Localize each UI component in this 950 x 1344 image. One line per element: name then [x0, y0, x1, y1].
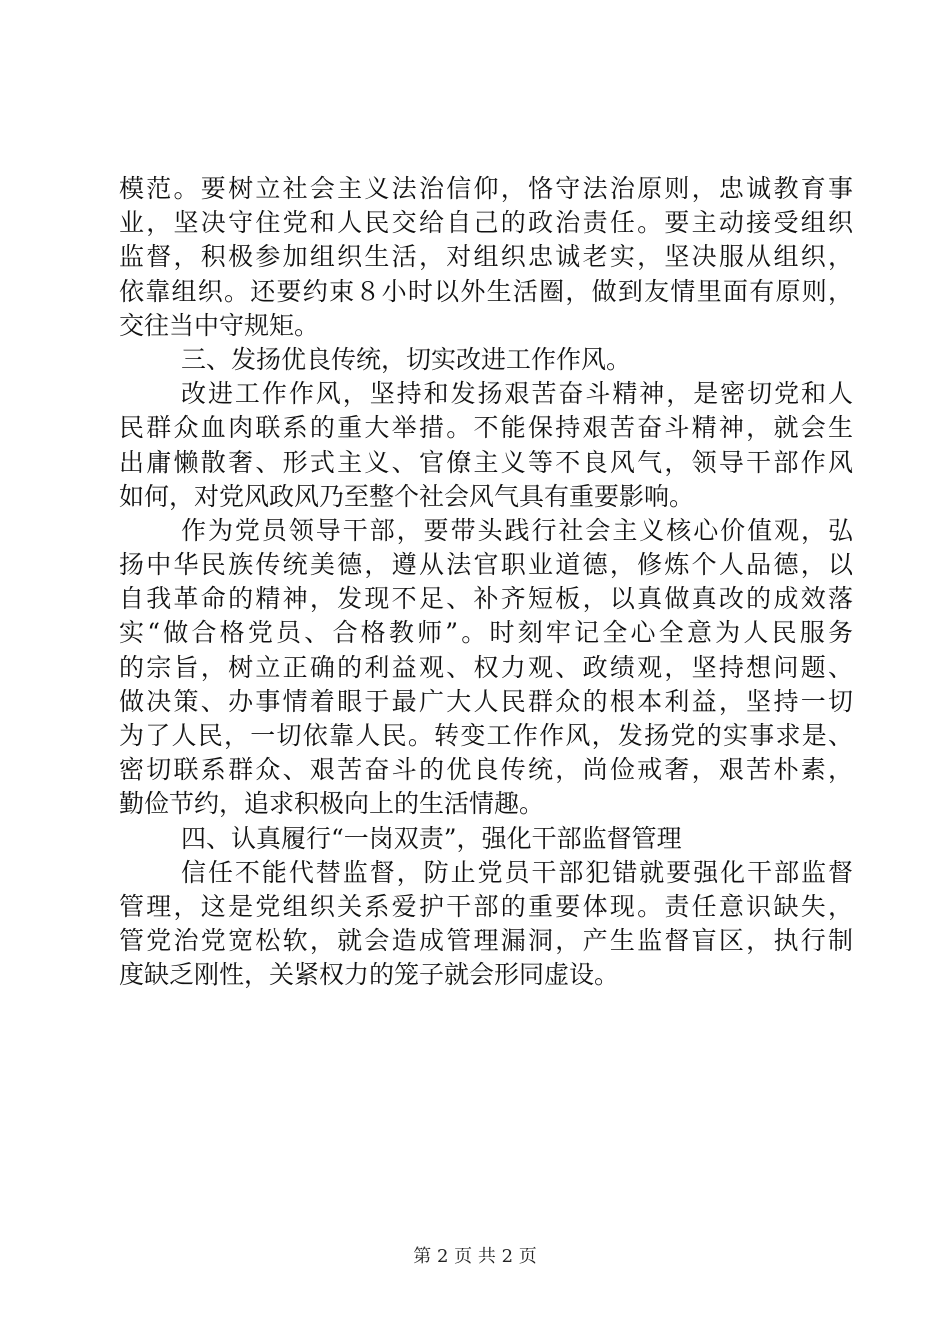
paragraph	[119, 514, 853, 822]
text-line: 做决策、办事情着眼于最广大人民群众的根本利益，坚持一切	[119, 686, 853, 716]
document-body	[119, 172, 853, 993]
text-line: 管党治党宽松软，就会造成管理漏洞，产生监督盲区，执行制	[119, 926, 853, 956]
section-heading-3	[119, 343, 853, 377]
text-line: 扬中华民族传统美德，遵从法官职业道德，修炼个人品德，以	[119, 550, 853, 580]
text-line: 勤俭节约，追求积极向上的生活情趣。	[119, 789, 545, 819]
text-line: 为了人民，一切依靠人民。转变工作作风，发扬党的实事求是、	[119, 721, 853, 750]
text-line: 民群众血肉联系的重大举措。不能保持艰苦奋斗精神，就会生	[119, 413, 853, 443]
text-line: 实“做合格党员、合格教师”。时刻牢记全心全意为人民服务	[119, 618, 853, 648]
page-number-label: 第 2 页 共 2 页	[413, 1246, 537, 1267]
text-line: 密切联系群众、艰苦奋斗的优良传统，尚俭戒奢，艰苦朴素，	[119, 755, 853, 785]
text-line: 出庸懒散奢、形式主义、官僚主义等不良风气，领导干部作风	[119, 447, 853, 477]
heading-text: 三、发扬优良传统，切实改进工作作风。	[181, 344, 632, 374]
section-heading-4	[119, 822, 853, 856]
text-line: 改进工作作风，坚持和发扬艰苦奋斗精神，是密切党和人	[181, 379, 853, 409]
heading-text: 四、认真履行“一岗双责”，强化干部监督管理	[181, 823, 682, 853]
text-line: 业，坚决守住党和人民交给自己的政治责任。要主动接受组织	[119, 208, 853, 238]
text-line: 作为党员领导干部，要带头践行社会主义核心价值观，弘	[181, 515, 853, 545]
text-line: 依靠组织。还要约束８小时以外生活圈，做到友情里面有原则，	[119, 276, 853, 306]
text-line: 度缺乏刚性，关紧权力的笼子就会形同虚设。	[119, 960, 620, 990]
text-line: 如何，对党风政风乃至整个社会风气具有重要影响。	[119, 481, 695, 511]
paragraph	[119, 856, 853, 993]
paragraph-continuation	[119, 172, 853, 343]
text-line: 交往当中守规矩。	[119, 310, 320, 340]
text-line: 的宗旨，树立正确的利益观、权力观、政绩观，坚持想问题、	[119, 652, 853, 682]
text-line: 监督，积极参加组织生活，对组织忠诚老实，坚决服从组织，	[119, 242, 853, 272]
text-line: 自我革命的精神，发现不足、补齐短板，以真做真改的成效落	[119, 584, 853, 614]
page-footer	[0, 1242, 950, 1268]
text-line: 信任不能代替监督，防止党员干部犯错就要强化干部监督	[181, 857, 853, 887]
text-line: 管理，这是党组织关系爱护干部的重要体现。责任意识缺失，	[119, 891, 853, 921]
text-line: 模范。要树立社会主义法治信仰，恪守法治原则，忠诚教育事	[119, 174, 853, 203]
paragraph	[119, 377, 853, 514]
